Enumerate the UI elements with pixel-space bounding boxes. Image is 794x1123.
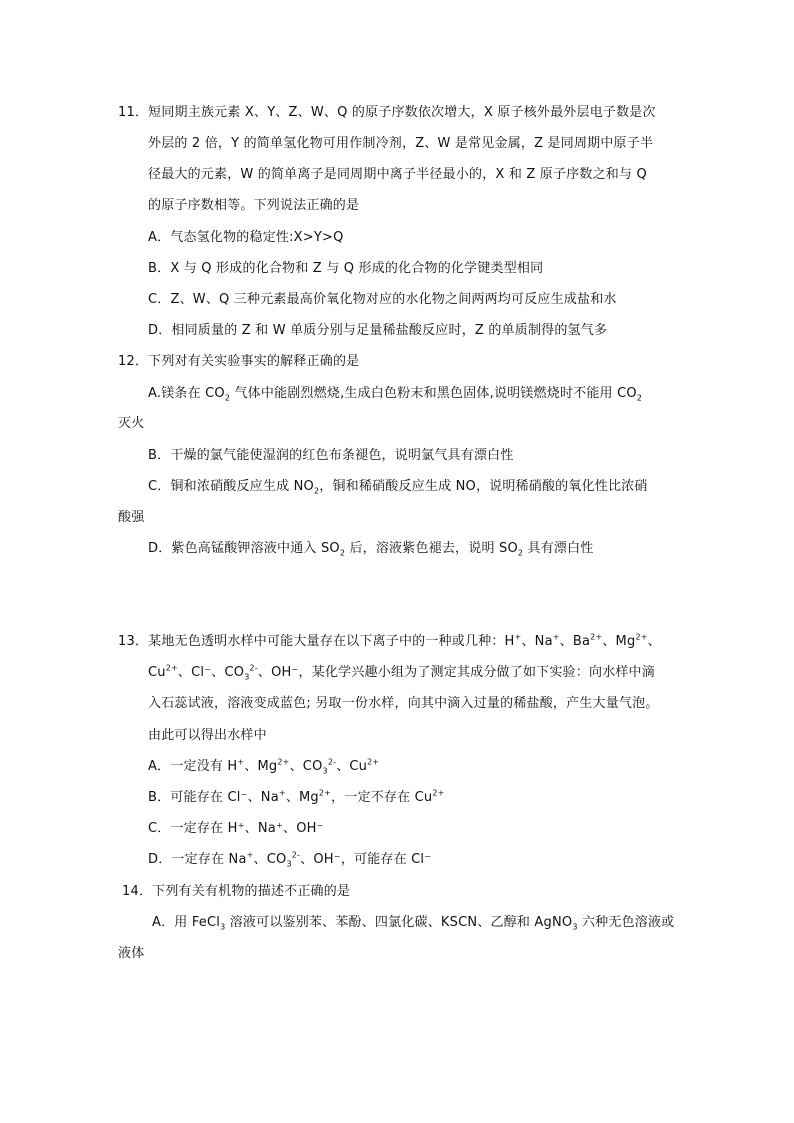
q14-option-a: A．用 FeCl$_3$ 溶液可以鉴别苯、苯酚、四氯化碳、KSCN、乙醇和 AgNO$_3$ 六种无色溶液或 bbox=[152, 915, 675, 932]
q12-option-c: C．铜和浓硝酸反应生成 $NO_2$，铜和稀硝酸反应生成 NO，说明稀硝酸的氧化性比浓硝 bbox=[148, 479, 648, 496]
q12-option-a-cont: 灭火 bbox=[118, 416, 145, 431]
q11-line-1 bbox=[118, 103, 656, 123]
q11-option-a: A．气态氢化物的稳定性:X>Y>Q bbox=[148, 230, 344, 245]
q12-option-a: A.镁条在 $CO_2$ 气体中能剧烈燃烧,生成白色粉末和黑色固体,说明镁燃烧时不能用 $CO_2$ bbox=[148, 386, 643, 403]
q12-option-d: D．紫色高锰酸钾溶液中通入 $SO_2$ 后，溶液紫色褪去，说明 $SO_2$ 具有漂白性 bbox=[148, 541, 594, 558]
q13-option-b: B．可能存在 Cl⁻、Na+、$Mg^{2+}$，一定不存在 $Cu^{2+}$ bbox=[148, 788, 445, 805]
question-number: 12． bbox=[118, 354, 149, 369]
q11-line-2: 外层的 2 倍，Y 的简单氢化物可用作制冷剂，Z、W 是常见金属，Z 是同周期中原子半 bbox=[148, 136, 654, 151]
question-number: 13． bbox=[118, 634, 149, 649]
q14-option-a-cont: 液体 bbox=[118, 946, 145, 961]
q12-option-c-cont: 酸强 bbox=[118, 510, 145, 525]
q13-line-4: 由此可以得出水样中 bbox=[148, 728, 267, 743]
q14-line-1 bbox=[122, 882, 350, 902]
q11-option-c: C．Z、W、Q 三种元素最高价氧化物对应的水化物之间两两均可反应生成盐和水 bbox=[148, 292, 617, 307]
q11-option-b: B．X 与 Q 形成的化合物和 Z 与 Q 形成的化合物的化学键类型相同 bbox=[148, 261, 544, 276]
q13-option-c: C．一定存在 H⁺、Na⁺、OH⁻ bbox=[148, 821, 324, 836]
q13-line-2: $Cu^{2+}$、Cl⁻、$CO_3^{2-}$、OH⁻，某化学兴趣小组为了测定其成分做了如下实验：向水样中滴 bbox=[148, 663, 655, 682]
q13-line-1: 13．某地无色透明水样中可能大量存在以下离子中的一种或几种：H+、Na+、$Ba^{2+}$、$Mg^{2+}$、 bbox=[118, 632, 661, 649]
q13-line-3: 入石蕊试液，溶液变成蓝色; 另取一份水样，向其中滴入过量的稀盐酸，产生大量气泡。 bbox=[148, 696, 659, 711]
question-number: 11． bbox=[118, 105, 149, 120]
question-stem: 下列有关有机物的描述不正确的是 bbox=[152, 884, 351, 899]
q11-line-4: 的原子序数相等。下列说法正确的是 bbox=[148, 198, 360, 213]
q12-option-b: B．干燥的氯气能使湿润的红色布条褪色，说明氯气具有漂白性 bbox=[148, 448, 514, 463]
q13-option-d: D．一定存在 Na+、$CO_3^{2-}$、OH⁻，可能存在 Cl⁻ bbox=[148, 850, 432, 869]
q11-option-d: D．相同质量的 Z 和 W 单质分别与足量稀盐酸反应时，Z 的单质制得的氢气多 bbox=[148, 323, 608, 338]
question-number: 14． bbox=[122, 884, 153, 899]
question-stem: 下列对有关实验事实的解释正确的是 bbox=[148, 354, 360, 369]
q11-line-3: 径最大的元素，W 的简单离子是同周期中离子半径最小的，X 和 Z 原子序数之和与 Q bbox=[148, 167, 647, 182]
q13-option-a: A．一定没有 H+、$Mg^{2+}$、$CO_3^{2-}$、$Cu^{2+}$ bbox=[148, 757, 380, 776]
question-stem: 短同期主族元素 X、Y、Z、W、Q 的原子序数依次增大，X 原子核外最外层电子数是次 bbox=[148, 105, 656, 120]
q12-line-1 bbox=[118, 352, 359, 372]
